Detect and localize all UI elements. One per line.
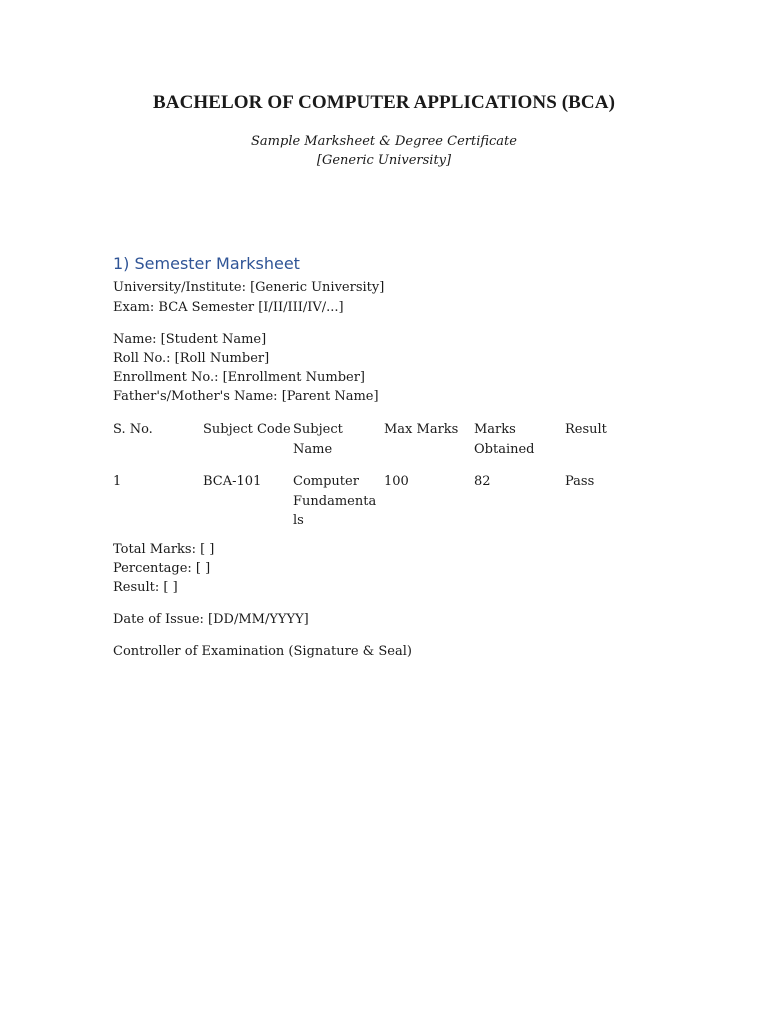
university-subtitle: [Generic University] [316,153,452,168]
document-title: BACHELOR OF COMPUTER APPLICATIONS (BCA) [152,92,616,113]
date-of-issue-line: Date of Issue: [DD/MM/YYYY] [113,612,309,627]
section-heading-semester-marksheet: 1) Semester Marksheet [113,254,300,273]
row-subject-code: BCA-101 [203,474,262,489]
result-line: Result: [ ] [113,580,178,595]
header-sno: S. No. [113,422,153,437]
total-marks-line: Total Marks: [ ] [113,542,215,557]
row-result: Pass [565,474,595,489]
parent-name-line: Father's/Mother's Name: [Parent Name] [113,389,379,404]
row-subject-name-line1: Computer [293,474,359,489]
header-result: Result [565,422,607,437]
row-max-marks: 100 [384,474,409,489]
header-subject-name-line1: Subject [293,422,343,437]
enrollment-number-line: Enrollment No.: [Enrollment Number] [113,370,366,385]
header-marks-obtained-line1: Marks [474,422,516,437]
exam-line: Exam: BCA Semester [I/II/III/IV/...] [113,300,344,315]
row-marks-obtained: 82 [474,474,491,489]
institute-line: University/Institute: [Generic University] [113,280,385,295]
header-subject-name [293,420,375,459]
controller-signature-line: Controller of Examination (Signature & Seal) [113,644,412,659]
header-marks-obtained-line2: Obtained [474,441,535,457]
row-subject-name-line3: ls [293,513,304,528]
header-marks-obtained [474,420,556,459]
header-subject-code: Subject Code [203,422,291,437]
roll-number-line: Roll No.: [Roll Number] [113,351,270,366]
row-subject-name [293,472,375,531]
row-subject-name-line2: Fundamenta [293,493,377,509]
header-subject-name-line2: Name [293,441,333,457]
header-max-marks: Max Marks [384,422,459,437]
percentage-line: Percentage: [ ] [113,561,211,576]
row-sno: 1 [113,474,122,489]
document-subtitle: Sample Marksheet & Degree Certificate [251,134,517,149]
student-name-line: Name: [Student Name] [113,332,267,347]
